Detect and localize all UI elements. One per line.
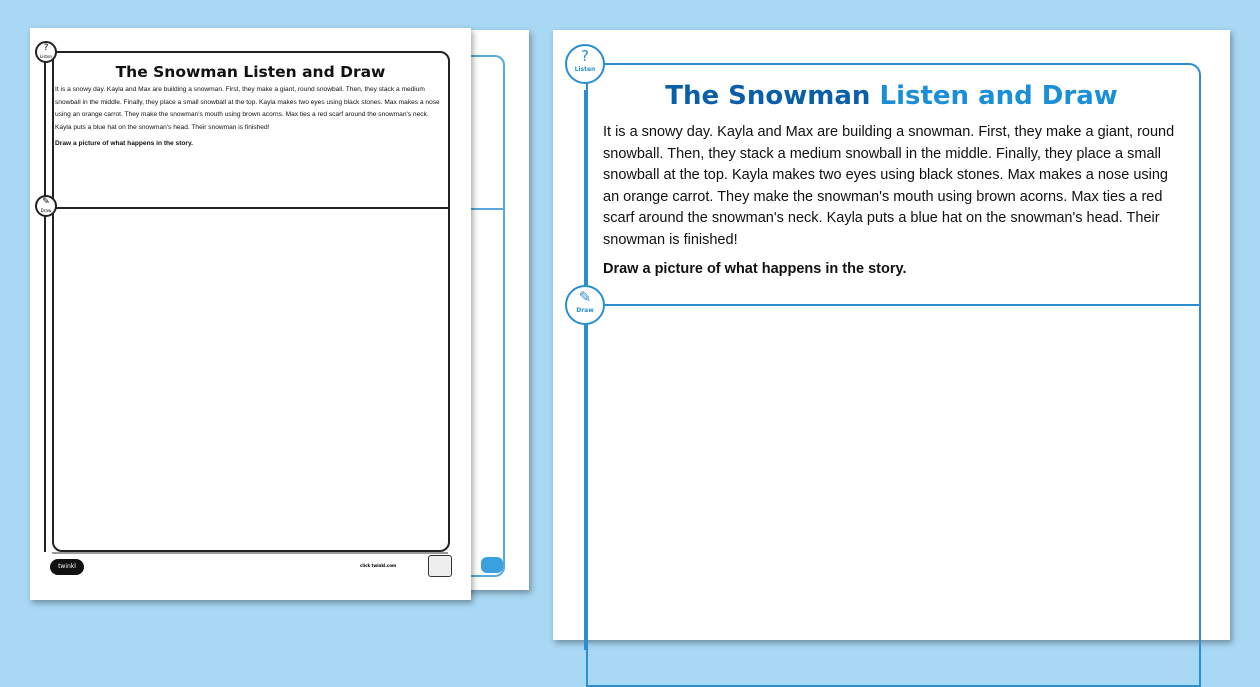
title-part2: Listen and Draw xyxy=(879,81,1118,111)
story-section xyxy=(603,122,1183,281)
footer-check-text: click twinkl.com xyxy=(360,563,397,568)
twinkl-badge-icon xyxy=(481,557,503,573)
story-text: It is a snowy day. Kayla and Max are building a snowman. First, they make a giant, round snowball. Then, they stack a medium snowball in the middle. Finally, they place a small snowball at the top. Kayla makes two eyes using black stones. Max makes a nose using an orange carrot. They make the snowman's mouth using brown acorns. Max ties a red scarf around the snowman's neck. Kayla puts a blue hat on the snowman's head. Their snowman is finished! xyxy=(55,86,440,131)
worksheet-mono xyxy=(30,28,471,600)
timeline-line xyxy=(44,62,46,552)
listen-ear-icon: ? Listen xyxy=(565,44,605,84)
footer-divider xyxy=(52,552,448,554)
story-section xyxy=(55,84,440,151)
title-part1: The Snowman xyxy=(665,81,871,111)
draw-label: Draw xyxy=(40,208,52,213)
listen-label: Listen xyxy=(40,54,52,59)
section-divider xyxy=(52,207,448,209)
twinkl-logo: twinkl xyxy=(50,559,84,575)
instruction-text: Draw a picture of what happens in the story. xyxy=(603,261,907,277)
twinkl-badge-icon xyxy=(428,555,452,577)
draw-pencil-icon: ✎ Draw xyxy=(35,195,57,217)
page-title: The Snowman Listen and Draw xyxy=(115,63,386,81)
story-text: It is a snowy day. Kayla and Max are building a snowman. First, they make a giant, round snowball. Then, they stack a medium snowball in the middle. Finally, they place a small snowball at the top. Kayla makes two eyes using black stones. Max makes a nose using an orange carrot. They make the snowman's mouth using brown acorns. Max ties a red scarf around the snowman's neck. Kayla puts a blue hat on the snowman's head. Their snowman is finished! xyxy=(603,124,1175,248)
listen-label: Listen xyxy=(574,66,596,73)
timeline-line xyxy=(584,90,586,650)
page-title xyxy=(586,81,1197,111)
instruction-text: Draw a picture of what happens in the story. xyxy=(55,140,194,147)
worksheet-colour xyxy=(553,30,1230,640)
listen-ear-icon: ? Listen xyxy=(35,41,57,63)
section-divider xyxy=(586,304,1199,306)
draw-pencil-icon: ✎ Draw xyxy=(565,285,605,325)
draw-label: Draw xyxy=(576,307,594,314)
